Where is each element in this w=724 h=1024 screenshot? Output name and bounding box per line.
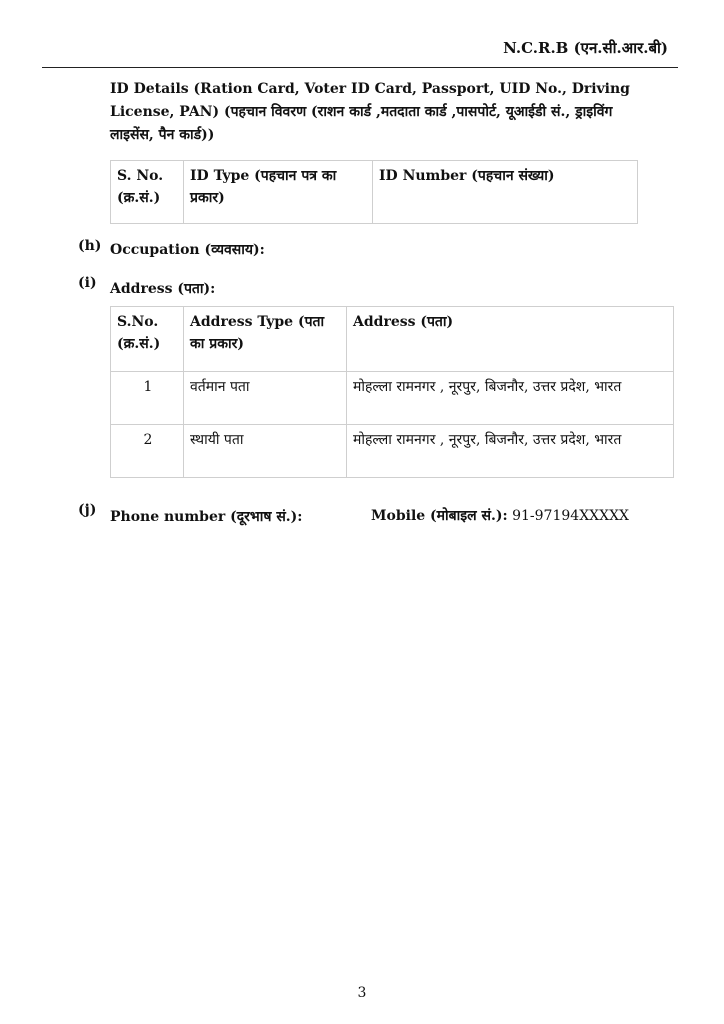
id-details-heading: ID Details (Ration Card, Voter ID Card, Passport, UID No., Driving License, PAN) (पहचान विवरण (राशन कार्ड ,मतदाता कार्ड ,पासपोर्ट, यूआईडी सं., ड्राइविंग लाइसेंस, पैन कार्ड)) <box>110 81 630 143</box>
address-label: Address (पता): <box>110 281 216 297</box>
mobile-line <box>371 506 629 525</box>
id-col-number: ID Number (पहचान संख्या) <box>373 161 638 224</box>
address-table-header-row <box>111 307 674 372</box>
addr-row-type: स्थायी पता <box>184 425 347 478</box>
addr-col-address: Address (पता) <box>347 307 674 372</box>
table-row <box>111 372 674 425</box>
addr-row-address: मोहल्ला रामनगर , नूरपुर, बिजनौर, उत्तर प्रदेश, भारत <box>347 372 674 425</box>
id-details-table <box>110 160 638 224</box>
addr-col-sno: S.No. (क्र.सं.) <box>111 307 184 372</box>
addr-row-sno: 1 <box>111 372 184 425</box>
addr-row-type: वर्तमान पता <box>184 372 347 425</box>
address-letter: (i) <box>78 275 97 291</box>
id-col-type: ID Type (पहचान पत्र का प्रकार) <box>184 161 373 224</box>
mobile-value: 91-97194XXXXX <box>512 508 630 524</box>
table-row <box>111 425 674 478</box>
addr-row-sno: 2 <box>111 425 184 478</box>
phone-letter: (j) <box>78 502 97 518</box>
header-title: N.C.R.B (एन.सी.आर.बी) <box>503 39 668 57</box>
phone-label: Phone number (दूरभाष सं.): <box>110 509 303 525</box>
page-number: 3 <box>357 985 367 1001</box>
addr-col-type: Address Type (पता का प्रकार) <box>184 307 347 372</box>
id-col-sno: S. No. (क्र.सं.) <box>111 161 184 224</box>
mobile-label: Mobile (मोबाइल सं.): <box>371 508 508 524</box>
header-divider <box>42 67 678 68</box>
address-table <box>110 306 674 478</box>
addr-row-address: मोहल्ला रामनगर , नूरपुर, बिजनौर, उत्तर प्रदेश, भारत <box>347 425 674 478</box>
occupation-label: Occupation (व्यवसाय): <box>110 242 265 258</box>
occupation-letter: (h) <box>78 238 102 254</box>
id-table-header-row <box>111 161 638 224</box>
